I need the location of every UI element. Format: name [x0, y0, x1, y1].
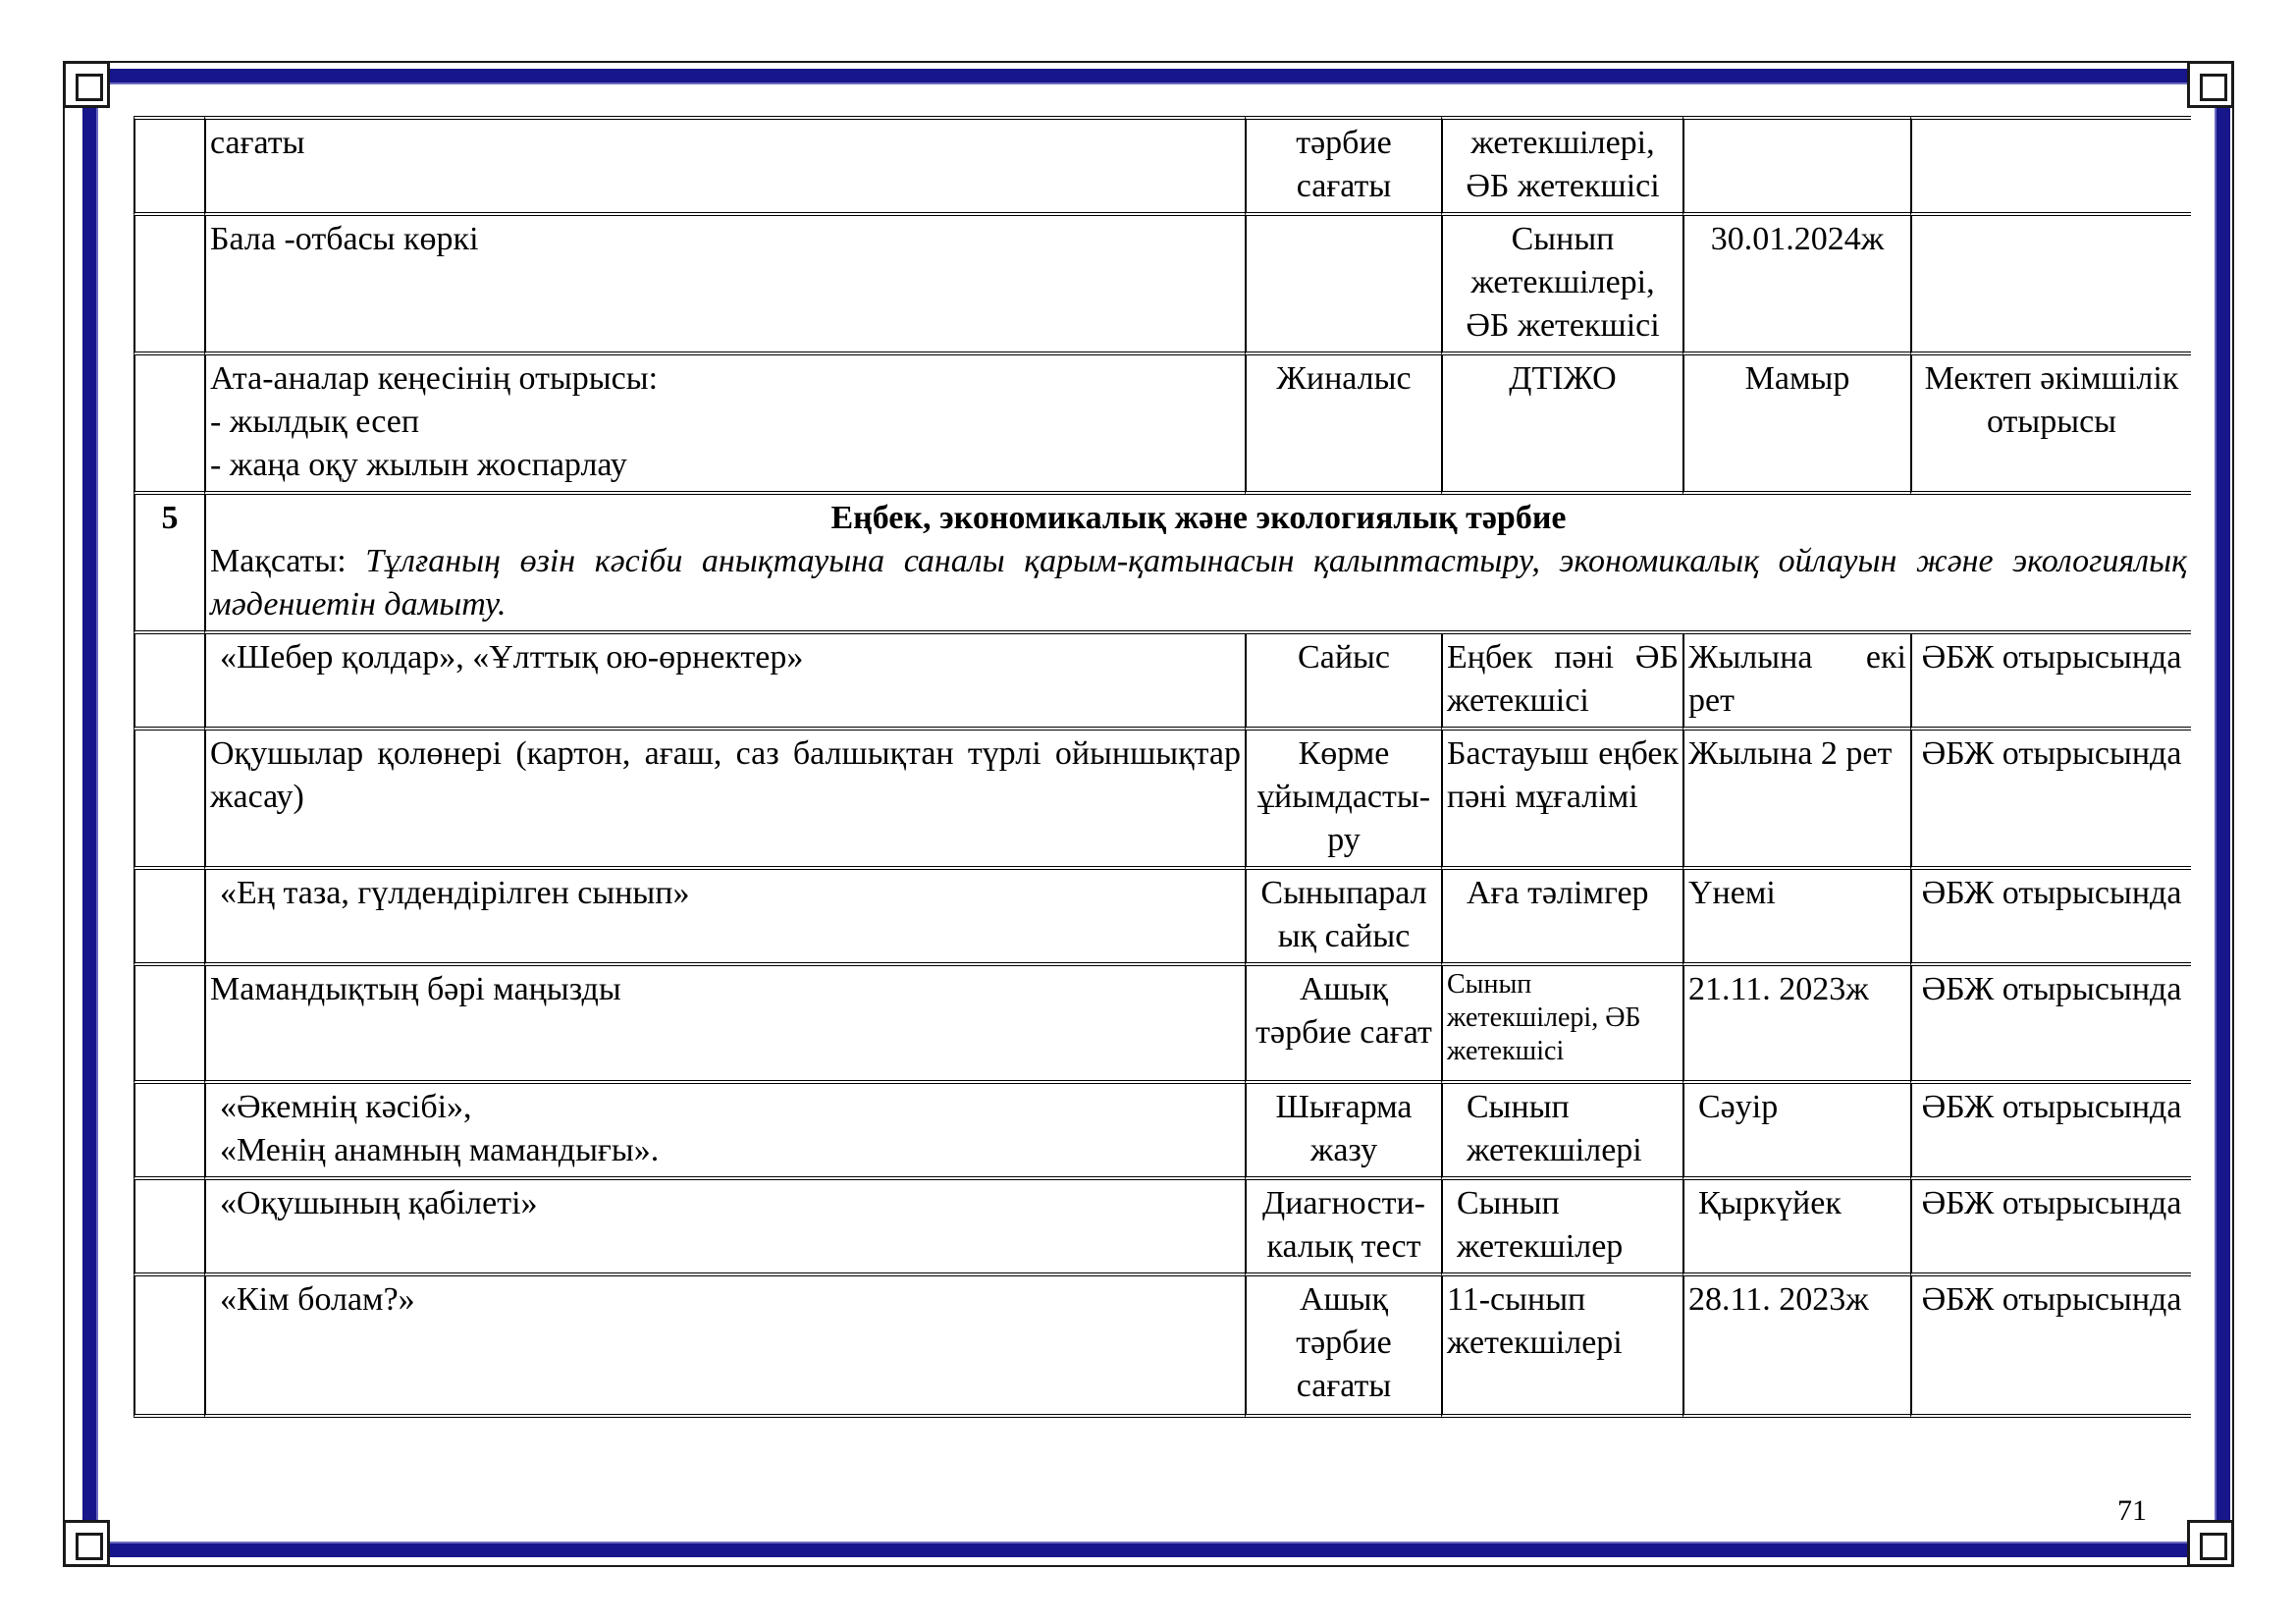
- report-cell: ӘБЖ отырысында: [1910, 966, 2191, 1084]
- report-cell: Мектеп әкімшілік отырысы: [1910, 355, 2191, 495]
- table-row: [133, 1276, 2191, 1418]
- date-cell: Сәуір: [1682, 1084, 1910, 1180]
- event-form-cell: Шығарма жазу: [1245, 1084, 1441, 1180]
- row-number-cell: [133, 731, 204, 870]
- table-row: [133, 966, 2191, 1084]
- table-row: [133, 1180, 2191, 1276]
- date-cell: Мамыр: [1682, 355, 1910, 495]
- date-cell: Жылына 2 рет: [1682, 731, 1910, 870]
- report-cell: ӘБЖ отырысында: [1910, 634, 2191, 731]
- report-cell: [1910, 116, 2191, 216]
- event-form-cell: [1245, 216, 1441, 355]
- event-form-cell: Ашық тәрбие сағат: [1245, 966, 1441, 1084]
- frame-corner-bottom-left: [63, 1520, 110, 1567]
- report-cell: ӘБЖ отырысында: [1910, 870, 2191, 966]
- event-title-cell: [204, 1084, 1245, 1180]
- goal-label: Мақсаты:: [210, 543, 366, 579]
- plan-table: [133, 116, 2191, 1418]
- responsible-cell: Сынып жетекшілері, ӘБ жетекшісі: [1441, 216, 1682, 355]
- frame-corner-bottom-right: [2187, 1520, 2234, 1567]
- event-title-cell: «Оқушының қабілеті»: [204, 1180, 1245, 1276]
- event-form-cell: Диагности-калық тест: [1245, 1180, 1441, 1276]
- event-form-cell: Ашық тәрбие сағаты: [1245, 1276, 1441, 1418]
- date-cell: Үнемі: [1682, 870, 1910, 966]
- page-number: 71: [2117, 1494, 2147, 1527]
- event-title-cell: сағаты: [204, 116, 1245, 216]
- event-form-cell: Сыныпарал ық сайыс: [1245, 870, 1441, 966]
- table-row: [133, 216, 2191, 355]
- responsible-cell: Сынып жетекшілері, ӘБ жетекшісі: [1441, 966, 1682, 1084]
- row-number-cell: [133, 634, 204, 731]
- row-number-cell: [133, 966, 204, 1084]
- goal-text: Тұлғаның өзін кәсіби анықтауына саналы қарым-қатынасын қалыптастыру, экономикалық ойлауын және экологиялық мәдениетін дамыту.: [210, 543, 2187, 623]
- event-title-cell: [204, 355, 1245, 495]
- table-row: [133, 870, 2191, 966]
- event-form-cell: тәрбие сағаты: [1245, 116, 1441, 216]
- date-cell: 21.11. 2023ж: [1682, 966, 1910, 1084]
- row-number-cell: [133, 355, 204, 495]
- responsible-cell: ДТІЖО: [1441, 355, 1682, 495]
- event-title-cell: Оқушылар қолөнері (картон, ағаш, саз балшықтан түрлі ойыншықтар жасау): [204, 731, 1245, 870]
- event-title-line: «Менің анамның мамандығы».: [220, 1132, 660, 1168]
- responsible-cell: Бастауыш еңбек пәні мұғалімі: [1441, 731, 1682, 870]
- event-title-line: - жылдық есеп: [210, 404, 420, 440]
- event-title-line: - жаңа оқу жылын жоспарлау: [210, 447, 627, 483]
- event-form-cell: Жиналыс: [1245, 355, 1441, 495]
- row-number-cell: [133, 1084, 204, 1180]
- row-number-cell: [133, 1180, 204, 1276]
- event-form-cell: Сайыс: [1245, 634, 1441, 731]
- section-number: 5: [133, 495, 204, 634]
- report-cell: ӘБЖ отырысында: [1910, 1276, 2191, 1418]
- row-number-cell: [133, 870, 204, 966]
- section-header-row: [133, 495, 2191, 634]
- date-cell: Жылына екі рет: [1682, 634, 1910, 731]
- report-cell: [1910, 216, 2191, 355]
- table-row: [133, 634, 2191, 731]
- section-title: Еңбек, экономикалық және экологиялық тәрбие: [830, 500, 1567, 536]
- section-goal: [210, 540, 2187, 626]
- responsible-cell: 11-сынып жетекшілері: [1441, 1276, 1682, 1418]
- row-number-cell: [133, 116, 204, 216]
- date-cell: 30.01.2024ж: [1682, 216, 1910, 355]
- responsible-cell: Аға тәлімгер: [1441, 870, 1682, 966]
- section-header-cell: [204, 495, 2191, 634]
- event-title-cell: Бала -отбасы көркі: [204, 216, 1245, 355]
- date-cell: Қыркүйек: [1682, 1180, 1910, 1276]
- event-title-cell: «Ең таза, гүлдендірілген сынып»: [204, 870, 1245, 966]
- row-number-cell: [133, 216, 204, 355]
- event-title-cell: «Кім болам?»: [204, 1276, 1245, 1418]
- responsible-cell: жетекшілері, ӘБ жетекшісі: [1441, 116, 1682, 216]
- report-cell: ӘБЖ отырысында: [1910, 1180, 2191, 1276]
- event-title-line: Ата-аналар кеңесінің отырысы:: [210, 360, 659, 397]
- event-title-cell: «Шебер қолдар», «Ұлттық ою-өрнектер»: [204, 634, 1245, 731]
- responsible-cell: Сынып жетекшілері: [1441, 1084, 1682, 1180]
- table-row: [133, 731, 2191, 870]
- date-cell: 28.11. 2023ж: [1682, 1276, 1910, 1418]
- report-cell: ӘБЖ отырысында: [1910, 1084, 2191, 1180]
- date-cell: [1682, 116, 1910, 216]
- frame-corner-top-left: [63, 61, 110, 108]
- row-number-cell: [133, 1276, 204, 1418]
- table-row: [133, 1084, 2191, 1180]
- table-row: [133, 116, 2191, 216]
- event-title-cell: Мамандықтың бәрі маңызды: [204, 966, 1245, 1084]
- report-cell: ӘБЖ отырысында: [1910, 731, 2191, 870]
- responsible-cell: Сынып жетекшілер: [1441, 1180, 1682, 1276]
- event-title-line: «Әкемнің кәсібі»,: [220, 1089, 472, 1125]
- event-form-cell: Көрме ұйымдасты-ру: [1245, 731, 1441, 870]
- table-row: [133, 355, 2191, 495]
- responsible-cell: Еңбек пәні ӘБ жетекшісі: [1441, 634, 1682, 731]
- frame-corner-top-right: [2187, 61, 2234, 108]
